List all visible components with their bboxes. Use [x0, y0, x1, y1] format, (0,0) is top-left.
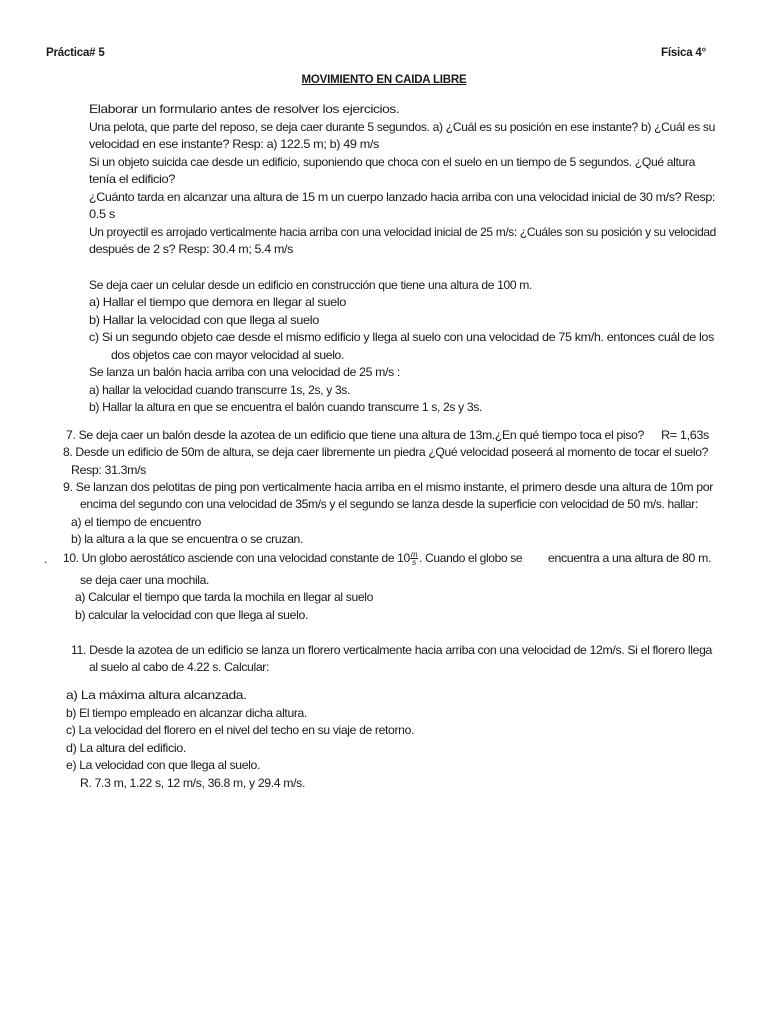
problem-11-answer: R. 7.3 m, 1.22 s, 12 m/s, 36.8 m, y 29.4 m/s. — [80, 776, 305, 790]
problem-phone-item-c-line-1: c) Si un segundo objeto cae desde el mismo edificio y llega al suelo con una velocidad de 75 km/h. entonces cuál de los — [89, 330, 714, 344]
problem-building-line-1: Si un objeto suicida cae desde un edificio, suponiendo que choca con el suelo en un tiempo de 5 segundos. ¿Qué altura — [89, 155, 696, 169]
problem-projectile-line-2: después de 2 s? Resp: 30.4 m; 5.4 m/s — [89, 242, 293, 256]
problem-10-line-1 — [63, 550, 522, 568]
problem-7-statement: 7. Se deja caer un balón desde la azotea de un edificio que tiene una altura de 13m.¿En qué tiempo toca el piso? — [66, 428, 644, 442]
problem-10-text-start: 10. Un globo aerostático asciende con una velocidad constante de 10 — [63, 551, 410, 565]
problem-phone-statement: Se deja caer un celular desde un edificio en construcción que tiene una altura de 100 m. — [89, 278, 533, 292]
unit-denominator: s — [412, 558, 416, 568]
problem-balloon-item-a: a) hallar la velocidad cuando transcurre 1s, 2s, y 3s. — [89, 383, 351, 397]
practice-number: Práctica# 5 — [46, 47, 105, 59]
problem-11-line-2: al suelo al cabo de 4.22 s. Calcular: — [89, 660, 270, 674]
problem-10-text-end: encuentra a una altura de 80 m. — [548, 551, 711, 565]
problem-9-item-a: a) el tiempo de encuentro — [71, 515, 202, 529]
problem-projectile-line-1: Un proyectil es arrojado verticalmente hacia arriba con una velocidad inicial de 25 m/s: ¿Cuáles son su posición y su velocidad — [89, 225, 716, 239]
problem-ball-line-2: velocidad en ese instante? Resp: a) 122.5 m; b) 49 m/s — [89, 137, 379, 151]
problem-phone-item-b: b) Hallar la velocidad con que llega al suelo — [89, 313, 319, 327]
problem-10-item-a: a) Calcular el tiempo que tarda la mochila en llegar al suelo — [75, 590, 374, 604]
problem-11-item-a: a) La máxima altura alcanzada. — [66, 688, 247, 702]
problem-11-item-b: b) El tiempo empleado en alcanzar dicha altura. — [66, 706, 308, 720]
unit-numerator: m — [410, 550, 418, 560]
problem-10-text-mid: . Cuando el globo se — [419, 551, 523, 565]
problem-11-item-c: c) La velocidad del florero en el nivel del techo en su viaje de retorno. — [66, 723, 415, 737]
problem-8-statement: 8. Desde un edificio de 50m de altura, se deja caer libremente un piedra ¿Qué velocidad poseerá al momento de tocar el suelo? — [63, 445, 709, 459]
problem-height-line-2: 0.5 s — [89, 207, 116, 221]
stray-dot: . — [44, 552, 47, 566]
problem-11-item-e: e) La velocidad con que llega al suelo. — [66, 758, 261, 772]
unit-fraction — [410, 551, 418, 566]
problem-ball-line-1: Una pelota, que parte del reposo, se deja caer durante 5 segundos. a) ¿Cuál es su posición en ese instante? b) ¿Cuál es su — [89, 120, 715, 134]
page-title: MOVIMIENTO EN CAIDA LIBRE — [301, 74, 467, 86]
problem-11-line-1: 11. Desde la azotea de un edificio se lanza un florero verticalmente hacia arriba con una velocidad de 12m/s. Si el florero llega — [71, 643, 713, 657]
problem-phone-item-a: a) Hallar el tiempo que demora en llegar al suelo — [89, 295, 346, 309]
problem-height-line-1: ¿Cuánto tarda en alcanzar una altura de 15 m un cuerpo lanzado hacia arriba con una velocidad inicial de 30 m/s? Resp: — [89, 190, 716, 204]
problem-9-item-b: b) la altura a la que se encuentra o se cruzan. — [71, 532, 304, 546]
problem-10-item-b: b) calcular la velocidad con que llega al suelo. — [75, 608, 309, 622]
problem-building-line-2: tenía el edificio? — [89, 172, 176, 186]
problem-8-answer: Resp: 31.3m/s — [71, 463, 146, 477]
instruction-line: Elaborar un formulario antes de resolver los ejercicios. — [89, 102, 400, 116]
problem-11-item-d: d) La altura del edificio. — [66, 741, 186, 755]
problem-7-answer: R= 1,63s — [661, 428, 709, 442]
problem-9-line-2: encima del segundo con una velocidad de 35m/s y el segundo se lanza desde la superficie con velocidad de 50 m/s. hallar: — [80, 497, 698, 511]
problem-balloon-item-b: b) Hallar la altura en que se encuentra el balón cuando transcurre 1 s, 2s y 3s. — [89, 400, 483, 414]
subject-grade: Física 4° — [661, 47, 706, 59]
problem-phone-item-c-line-2: dos objetos cae con mayor velocidad al suelo. — [111, 348, 344, 362]
problem-9-line-1: 9. Se lanzan dos pelotitas de ping pon verticalmente hacia arriba en el mismo instante, el primero desde una altura de 10m por — [63, 480, 714, 494]
problem-10-line-2: se deja caer una mochila. — [80, 573, 209, 587]
problem-balloon-statement: Se lanza un balón hacia arriba con una velocidad de 25 m/s : — [89, 365, 401, 379]
